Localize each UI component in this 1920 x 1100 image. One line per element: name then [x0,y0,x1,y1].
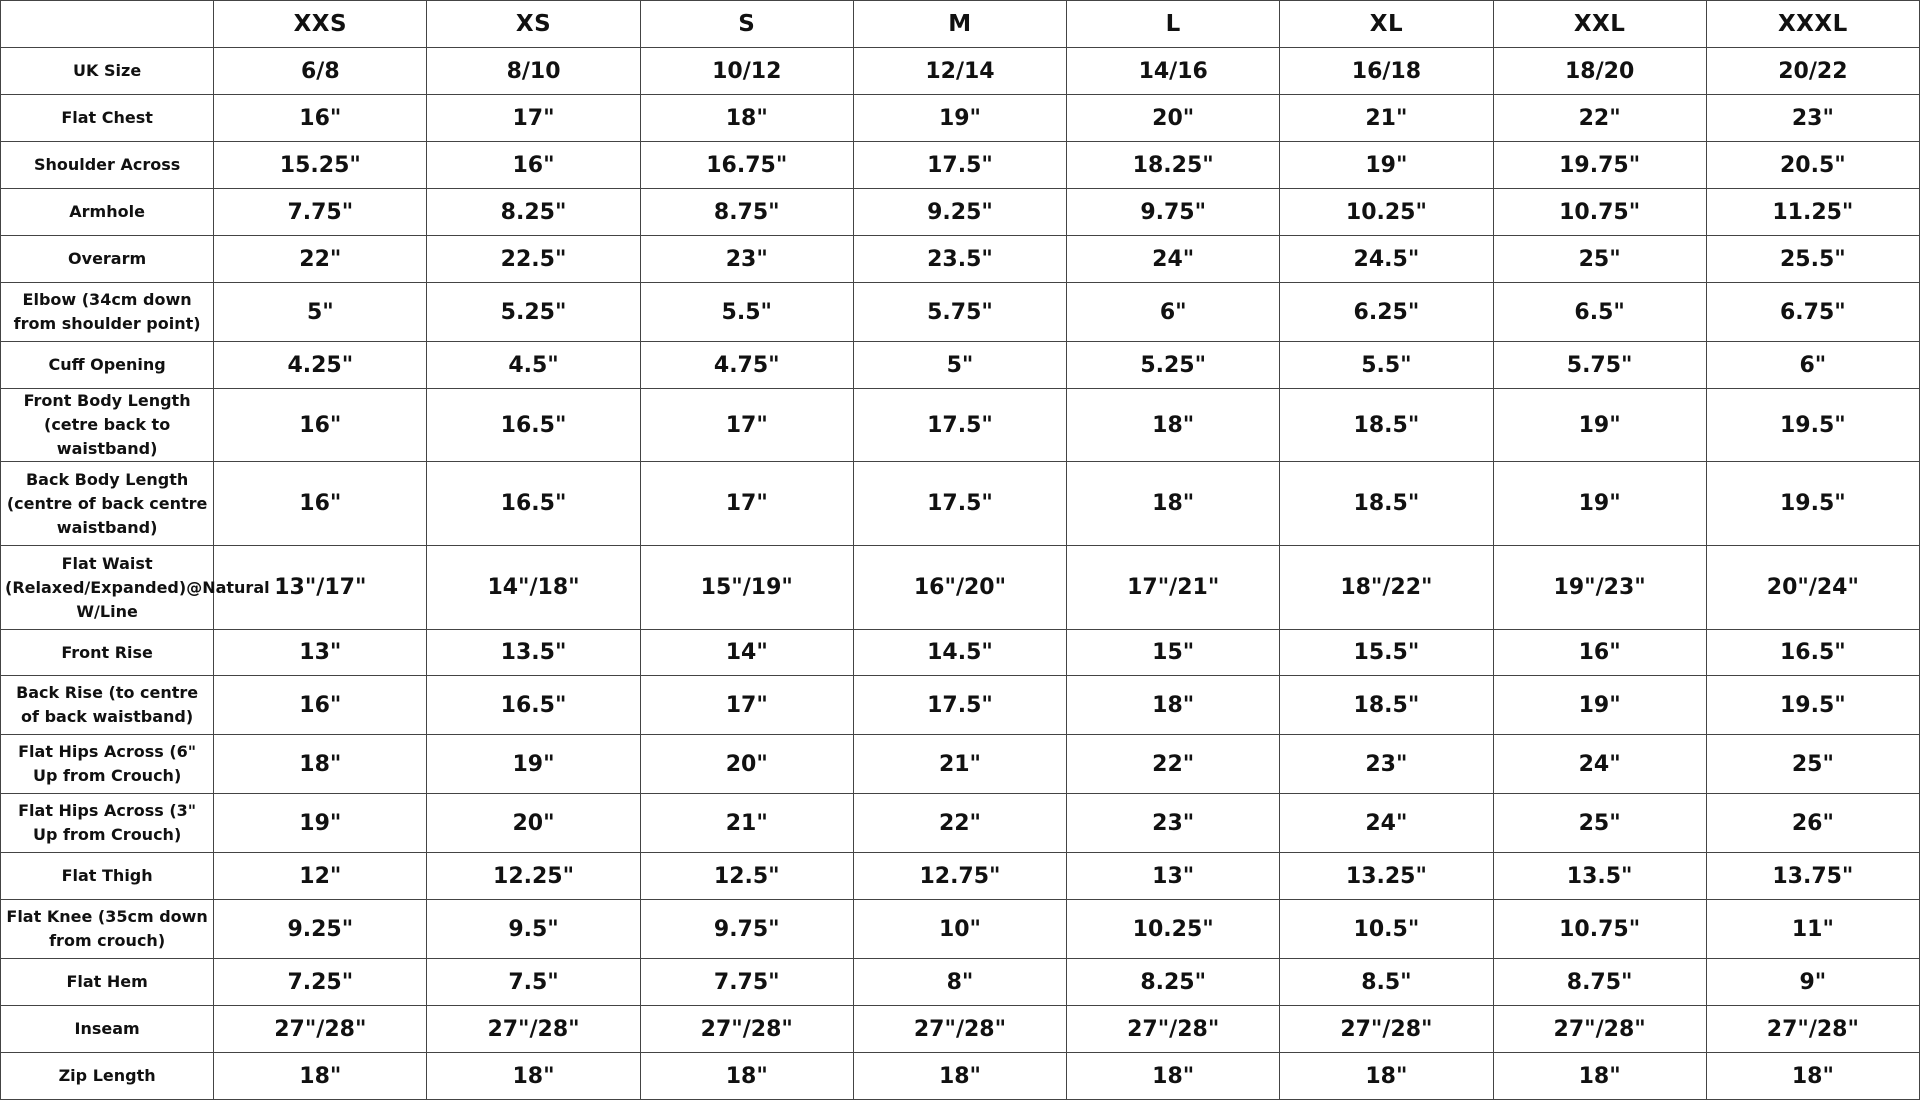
table-cell: 9.75" [1067,189,1280,236]
table-cell: 20" [427,794,640,853]
table-cell: 16.75" [640,142,853,189]
table-cell: 17.5" [853,389,1066,462]
table-cell: 8/10 [427,48,640,95]
table-cell: 19" [427,735,640,794]
header-corner [1,1,214,48]
table-cell: 13" [1067,853,1280,900]
table-cell: 20.5" [1706,142,1919,189]
table-cell: 13.5" [427,630,640,676]
table-cell: 27"/28" [1280,1006,1493,1053]
table-row [1,1006,1920,1053]
table-cell: 22.5" [427,236,640,283]
table-cell: 18" [640,95,853,142]
table-cell: 19" [214,794,427,853]
table-cell: 6.5" [1493,283,1706,342]
header-size: XXS [214,1,427,48]
table-cell: 20"/24" [1706,546,1919,630]
table-cell: 22" [1067,735,1280,794]
table-row [1,1053,1920,1100]
table-cell: 18" [1706,1053,1919,1100]
table-row [1,462,1920,546]
table-cell: 16.5" [427,462,640,546]
table-cell: 12.5" [640,853,853,900]
row-label: UK Size [1,48,214,95]
table-cell: 6.75" [1706,283,1919,342]
row-label: Flat Thigh [1,853,214,900]
table-cell: 5.75" [1493,342,1706,389]
table-cell: 10.5" [1280,900,1493,959]
table-body [1,48,1920,1100]
table-cell: 18" [214,1053,427,1100]
table-row [1,236,1920,283]
table-cell: 27"/28" [1706,1006,1919,1053]
table-cell: 7.75" [640,959,853,1006]
table-cell: 5" [214,283,427,342]
table-row [1,676,1920,735]
table-row [1,283,1920,342]
table-cell: 18" [214,735,427,794]
table-cell: 13.75" [1706,853,1919,900]
table-cell: 23.5" [853,236,1066,283]
header-size: M [853,1,1066,48]
row-label: Overarm [1,236,214,283]
table-cell: 12/14 [853,48,1066,95]
table-cell: 10" [853,900,1066,959]
table-row [1,95,1920,142]
table-cell: 11.25" [1706,189,1919,236]
table-cell: 12.75" [853,853,1066,900]
table-cell: 6" [1067,283,1280,342]
table-cell: 17.5" [853,676,1066,735]
table-cell: 15"/19" [640,546,853,630]
table-cell: 13"/17" [214,546,427,630]
table-cell: 27"/28" [1493,1006,1706,1053]
table-cell: 27"/28" [1067,1006,1280,1053]
table-cell: 19" [853,95,1066,142]
table-cell: 18" [1067,676,1280,735]
table-cell: 18.5" [1280,676,1493,735]
table-cell: 20" [1067,95,1280,142]
table-cell: 17" [640,676,853,735]
row-label: Flat Chest [1,95,214,142]
table-cell: 20/22 [1706,48,1919,95]
header-size: L [1067,1,1280,48]
table-cell: 24" [1067,236,1280,283]
table-cell: 19.5" [1706,676,1919,735]
table-cell: 7.25" [214,959,427,1006]
table-cell: 9.75" [640,900,853,959]
table-cell: 6.25" [1280,283,1493,342]
table-cell: 4.5" [427,342,640,389]
table-cell: 5.5" [1280,342,1493,389]
table-cell: 18" [1280,1053,1493,1100]
table-cell: 11" [1706,900,1919,959]
table-cell: 27"/28" [427,1006,640,1053]
table-cell: 5.5" [640,283,853,342]
table-cell: 13.5" [1493,853,1706,900]
table-cell: 16" [214,462,427,546]
table-cell: 16.5" [427,389,640,462]
table-cell: 18.5" [1280,462,1493,546]
table-row [1,794,1920,853]
table-cell: 5.25" [427,283,640,342]
table-cell: 19" [1493,676,1706,735]
table-cell: 16" [214,676,427,735]
table-cell: 27"/28" [214,1006,427,1053]
header-size: XL [1280,1,1493,48]
table-cell: 16/18 [1280,48,1493,95]
row-label: Front Rise [1,630,214,676]
table-cell: 19" [1280,142,1493,189]
table-cell: 25" [1493,236,1706,283]
table-cell: 10.75" [1493,189,1706,236]
table-cell: 10.25" [1067,900,1280,959]
row-label: Cuff Opening [1,342,214,389]
table-cell: 22" [1493,95,1706,142]
table-cell: 16.5" [427,676,640,735]
table-cell: 8" [853,959,1066,1006]
table-cell: 18.25" [1067,142,1280,189]
row-label: Zip Length [1,1053,214,1100]
table-cell: 8.75" [1493,959,1706,1006]
table-cell: 6" [1706,342,1919,389]
table-cell: 16" [427,142,640,189]
table-row [1,342,1920,389]
table-cell: 14" [640,630,853,676]
table-cell: 19" [1493,389,1706,462]
row-label: Flat Waist (Relaxed/Expanded)@Natural W/Line [1,546,214,630]
table-cell: 18" [1493,1053,1706,1100]
table-cell: 16" [214,95,427,142]
table-cell: 8.5" [1280,959,1493,1006]
table-cell: 19" [1493,462,1706,546]
table-cell: 22" [853,794,1066,853]
row-label: Flat Hips Across (3" Up from Crouch) [1,794,214,853]
table-row [1,900,1920,959]
table-cell: 21" [1280,95,1493,142]
table-cell: 10.25" [1280,189,1493,236]
table-cell: 15.5" [1280,630,1493,676]
row-label: Armhole [1,189,214,236]
table-row [1,142,1920,189]
table-cell: 19.75" [1493,142,1706,189]
table-cell: 17.5" [853,462,1066,546]
table-cell: 8.25" [1067,959,1280,1006]
table-cell: 13" [214,630,427,676]
table-cell: 15" [1067,630,1280,676]
row-label: Back Body Length (centre of back centre waistband) [1,462,214,546]
table-cell: 12" [214,853,427,900]
table-cell: 16"/20" [853,546,1066,630]
table-cell: 25" [1493,794,1706,853]
table-cell: 19.5" [1706,389,1919,462]
table-cell: 24" [1493,735,1706,794]
table-cell: 22" [214,236,427,283]
table-cell: 26" [1706,794,1919,853]
table-cell: 5" [853,342,1066,389]
table-cell: 14"/18" [427,546,640,630]
row-label: Flat Hem [1,959,214,1006]
table-cell: 13.25" [1280,853,1493,900]
header-size: XXL [1493,1,1706,48]
table-cell: 27"/28" [853,1006,1066,1053]
table-cell: 9.25" [214,900,427,959]
row-label: Shoulder Across [1,142,214,189]
header-size: S [640,1,853,48]
header-row [1,1,1920,48]
table-row [1,48,1920,95]
table-cell: 23" [1706,95,1919,142]
row-label: Flat Hips Across (6" Up from Crouch) [1,735,214,794]
table-cell: 10.75" [1493,900,1706,959]
table-cell: 17" [640,389,853,462]
table-cell: 4.75" [640,342,853,389]
table-row [1,546,1920,630]
table-cell: 24.5" [1280,236,1493,283]
table-cell: 17" [640,462,853,546]
table-row [1,959,1920,1006]
table-cell: 7.75" [214,189,427,236]
row-label: Inseam [1,1006,214,1053]
table-cell: 17.5" [853,142,1066,189]
table-cell: 23" [1067,794,1280,853]
table-cell: 27"/28" [640,1006,853,1053]
table-cell: 25.5" [1706,236,1919,283]
table-cell: 19.5" [1706,462,1919,546]
table-cell: 21" [640,794,853,853]
table-cell: 16.5" [1706,630,1919,676]
table-cell: 5.25" [1067,342,1280,389]
table-cell: 9" [1706,959,1919,1006]
table-cell: 14.5" [853,630,1066,676]
table-cell: 18" [427,1053,640,1100]
table-cell: 20" [640,735,853,794]
table-cell: 9.5" [427,900,640,959]
table-cell: 18" [1067,389,1280,462]
row-label: Back Rise (to centre of back waistband) [1,676,214,735]
table-cell: 18/20 [1493,48,1706,95]
header-size: XS [427,1,640,48]
table-cell: 18" [853,1053,1066,1100]
header-size: XXXL [1706,1,1919,48]
table-cell: 18" [1067,462,1280,546]
table-cell: 10/12 [640,48,853,95]
table-cell: 6/8 [214,48,427,95]
table-row [1,189,1920,236]
table-cell: 18"/22" [1280,546,1493,630]
table-cell: 16" [214,389,427,462]
table-cell: 18" [640,1053,853,1100]
table-cell: 5.75" [853,283,1066,342]
table-cell: 9.25" [853,189,1066,236]
table-cell: 23" [1280,735,1493,794]
row-label: Elbow (34cm down from shoulder point) [1,283,214,342]
row-label: Flat Knee (35cm down from crouch) [1,900,214,959]
table-cell: 25" [1706,735,1919,794]
table-cell: 8.75" [640,189,853,236]
table-row [1,389,1920,462]
table-cell: 12.25" [427,853,640,900]
table-cell: 8.25" [427,189,640,236]
table-row [1,853,1920,900]
table-cell: 17" [427,95,640,142]
table-cell: 4.25" [214,342,427,389]
table-cell: 21" [853,735,1066,794]
row-label: Front Body Length (cetre back to waistband) [1,389,214,462]
table-row [1,735,1920,794]
table-cell: 7.5" [427,959,640,1006]
table-cell: 18" [1067,1053,1280,1100]
table-cell: 17"/21" [1067,546,1280,630]
table-row [1,630,1920,676]
table-cell: 15.25" [214,142,427,189]
table-cell: 19"/23" [1493,546,1706,630]
table-cell: 23" [640,236,853,283]
table-cell: 16" [1493,630,1706,676]
table-cell: 24" [1280,794,1493,853]
table-cell: 18.5" [1280,389,1493,462]
table-cell: 14/16 [1067,48,1280,95]
